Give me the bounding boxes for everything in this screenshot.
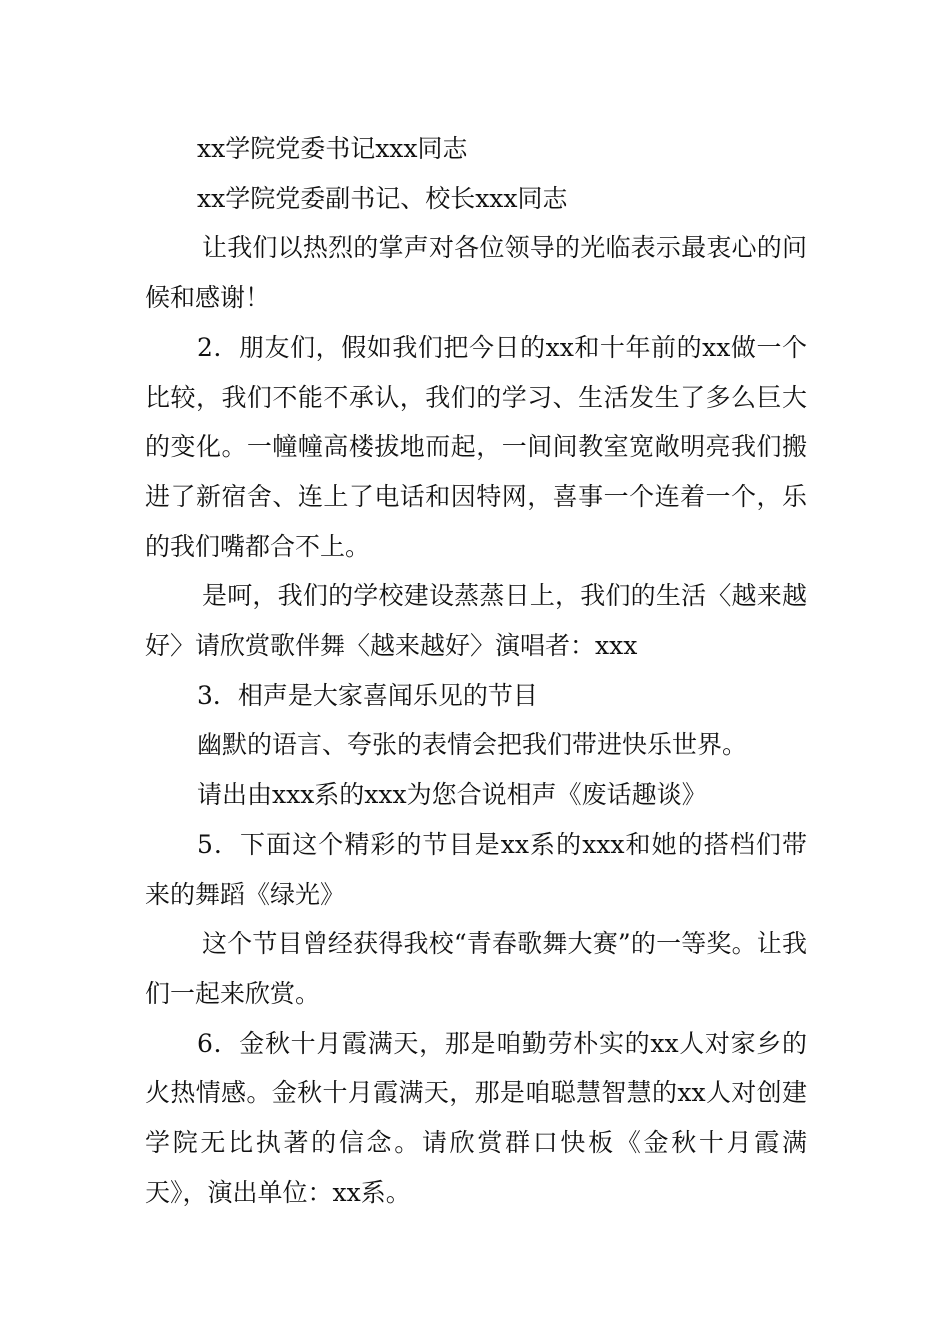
paragraph-8: 请出由xxx系的xxx为您合说相声《废话趣谈》 <box>197 780 707 810</box>
paragraph-3: 让我们以热烈的掌声对各位领导的光临表示最衷心的问候和感谢！ <box>145 233 807 313</box>
paragraph-11: 6．金秋十月霞满天，那是咱勤劳朴实的xx人对家乡的火热情感。金秋十月霞满天，那是咱聪慧智慧的xx人对创建学院无比执著的信念。请欣赏群口快板《金秋十月霞满天》，演出单位：xx系。 <box>145 1028 807 1207</box>
paragraph-6: 3．相声是大家喜闻乐见的节目 <box>197 680 538 710</box>
paragraph-10: 这个节目曾经获得我校“青春歌舞大赛”的一等奖。让我们一起来欣赏。 <box>145 929 807 1008</box>
document-body <box>145 124 807 1217</box>
paragraph-5: 是呵，我们的学校建设蒸蒸日上，我们的生活〈越来越好〉请欣赏歌伴舞〈越来越好〉演唱者：xxx <box>145 581 807 661</box>
paragraph-2: xx学院党委副书记、校长xxx同志 <box>197 183 568 213</box>
paragraph-9: 5．下面这个精彩的节目是xx系的xxx和她的搭档们带来的舞蹈《绿光》 <box>145 829 807 909</box>
paragraph-1: xx学院党委书记xxx同志 <box>197 134 468 163</box>
paragraph-7: 幽默的语言、夸张的表情会把我们带进快乐世界。 <box>197 730 748 760</box>
paragraph-4: 2．朋友们，假如我们把今日的xx和十年前的xx做一个比较，我们不能不承认，我们的学习、生活发生了多么巨大的变化。一幢幢高楼拔地而起，一间间教室宽敞明亮我们搬进了新宿舍、连上了电话和因特网，喜事一个连着一个，乐的我们嘴都合不上。 <box>145 332 807 561</box>
